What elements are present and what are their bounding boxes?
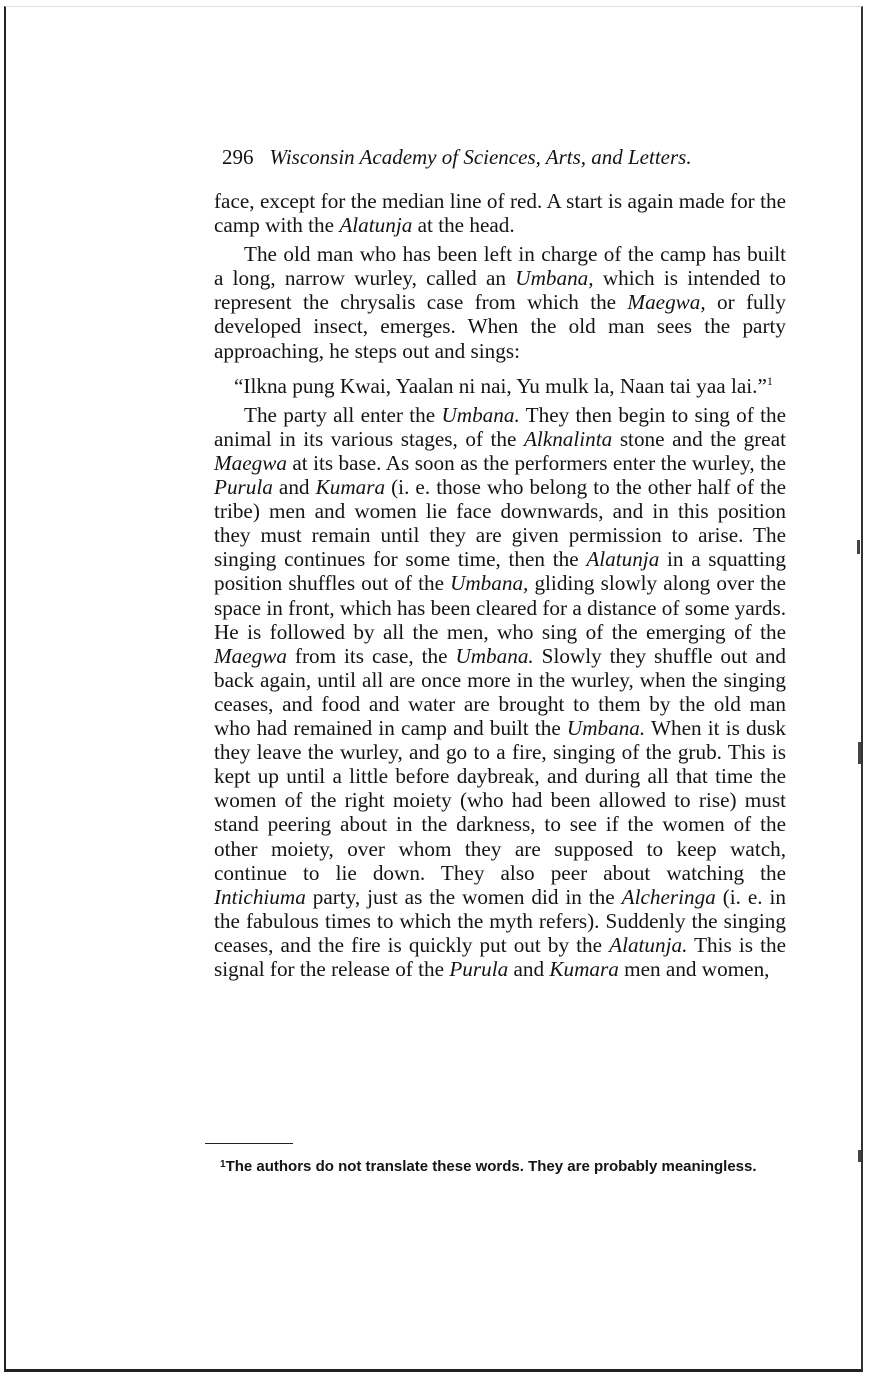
italic-term: Alatunja.: [609, 932, 688, 957]
italic-term: Umbana,: [515, 266, 594, 291]
text-run: Slowly they shuffle out and back again, until all are once more in the wurley, when the singing ceases, and food and water are brought to them by the old man who had remained in camp and built the: [214, 643, 787, 741]
text-run: men and women,: [618, 956, 770, 981]
paragraph-1: [214, 189, 786, 237]
song-quote: [214, 369, 786, 398]
italic-term: Maegwa: [214, 451, 287, 475]
footnote-rule: [205, 1143, 293, 1144]
italic-term: Maegwa,: [627, 290, 706, 315]
italic-term: Alatunja: [586, 547, 660, 572]
italic-term: Umbana,: [450, 571, 529, 596]
footnote-marker: 1: [220, 1159, 226, 1170]
italic-term: Alcheringa: [621, 884, 716, 909]
paragraph-3: [214, 403, 786, 981]
margin-mark: [858, 742, 861, 764]
italic-term: Purula: [449, 956, 509, 981]
text-run: The old man who has been left in charge of the camp has built a long, narrow wurley, called an: [214, 242, 786, 291]
page-number: 296: [222, 145, 254, 169]
text-run: They then begin to sing of the animal in its various stages, of the: [214, 402, 786, 451]
italic-term: Alknalinta: [523, 426, 613, 451]
italic-term: Umbana.: [566, 716, 646, 741]
text-run: When it is dusk they leave the wurley, and go to a fire, singing of the grub. This is kept up until a little before daybreak, and during all that time the women of the right moiety (who had been allowed to rise) must stand peering about in the darkness, to see if the women of the other moiety, over whom they are supposed to keep watch, continue to lie down. They also peer about watching the: [214, 716, 787, 885]
text-run: face, except for the median line of red. A start is again made for the camp with the: [214, 189, 786, 238]
margin-mark: [857, 540, 860, 554]
quote-text: “Ilkna pung Kwai, Yaalan ni nai, Yu mulk la, Naan tai yaa lai.”: [234, 373, 767, 398]
text-run: at its base. As soon as the performers enter the wurley, the: [286, 451, 786, 475]
italic-term: Umbana.: [455, 643, 534, 668]
italic-term: Intichiuma: [214, 884, 306, 909]
paragraph-2: [214, 242, 786, 362]
footnote-text: The authors do not translate these words. They are probably meaningless.: [225, 1158, 757, 1175]
italic-term: Kumara: [549, 956, 619, 981]
text-run: party, just as the women did in the: [305, 884, 622, 909]
text-run: and: [272, 475, 316, 500]
text-run: The party all enter the: [244, 402, 442, 427]
text-run: and: [508, 956, 550, 981]
running-title: Wisconsin Academy of Sciences, Arts, and Letters.: [269, 145, 692, 169]
text-run: gliding slowly along over the space in front, which has been cleared for a distance of some yards. He is followed by all the men, who sing of the emerging of the: [214, 571, 786, 644]
text-run: from its case, the: [286, 643, 456, 668]
italic-term: Purula: [214, 475, 273, 500]
italic-term: Umbana.: [441, 402, 520, 427]
text-run: at the head.: [412, 213, 515, 238]
italic-term: Alatunja: [339, 213, 413, 238]
text-run: which is intended to represent the chrysalis case from which the: [214, 266, 786, 315]
italic-term: Maegwa: [214, 643, 287, 668]
text-run: or fully developed insect, emerges. When the old man sees the party approaching, he steps out and sings:: [214, 290, 786, 363]
footnote: [206, 1156, 778, 1176]
margin-mark: [858, 1150, 861, 1162]
footnote-ref: 1: [766, 373, 773, 388]
text-run: (i. e. those who belong to the other half of the tribe) men and women lie face downwards, and in this position they must remain until they are given permission to arise. The singing continues for some time, then the: [214, 475, 786, 572]
text-run: stone and the great: [612, 426, 787, 451]
body-text: [214, 189, 786, 981]
text-run: (i. e. in the fabulous times to which the myth refers). Suddenly the singing ceases, and the fire is quickly put out by the: [214, 884, 787, 957]
text-run: in a squatting position shuffles out of the: [214, 547, 786, 596]
italic-term: Kumara: [315, 475, 386, 500]
text-run: This is the signal for the release of the: [214, 932, 786, 981]
running-header: [222, 145, 782, 175]
